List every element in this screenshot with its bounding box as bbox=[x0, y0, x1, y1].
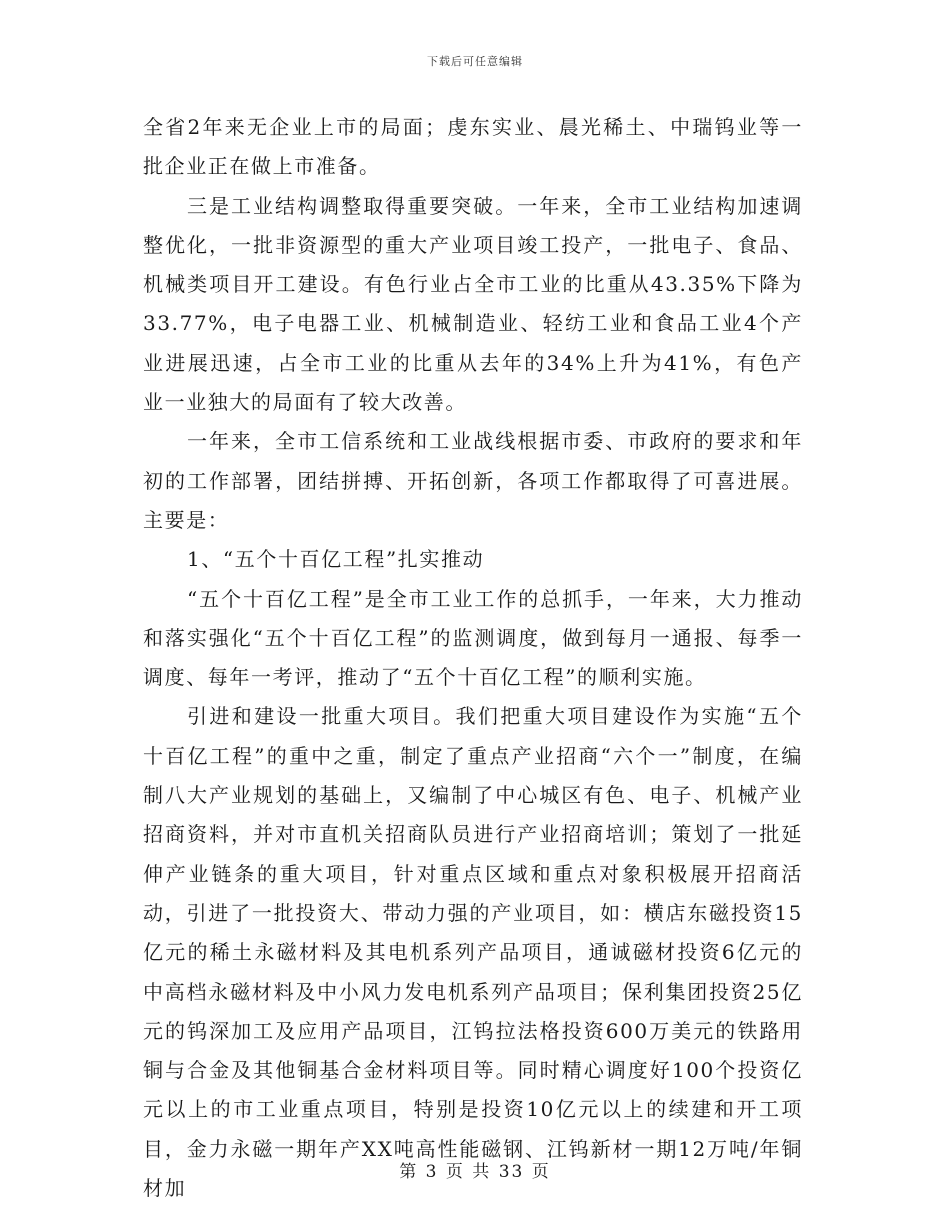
paragraph-project-overview: “五个十百亿工程”是全市工业工作的总抓手，一年来，大力推动和落实强化“五个十百亿工程”的监测调度，做到每月一通报、每季一调度、每年一考评，推动了“五个十百亿工程”的顺利实施。 bbox=[143, 586, 803, 690]
page-header-note: 下载后可任意编辑 bbox=[427, 55, 523, 68]
paragraph-major-projects: 引进和建设一批重大项目。我们把重大项目建设作为实施“五个十百亿工程”的重中之重，制定了重点产业招商“六个一”制度，在编制八大产业规划的基础上，又编制了中心城区有色、电子、机械产业招商资料，并对市直机关招商队员进行产业招商培训；策划了一批延伸产业链条的重大项目，针对重点区域和重点对象积极展开招商活动，引进了一批投资大、带动力强的产业项目，如：横店东磁投资15亿元的稀土永磁材料及其电机系列产品项目，通诚磁材投资6亿元的中高档永磁材料及中小风力发电机系列产品项目；保利集团投资25亿元的钨深加工及应用产品项目，江钨拉法格投资600万美元的铁路用铜与合金及其他铜基合金材料项目等。同时精心调度好100个投资亿元以上的市工业重点项目，特别是投资10亿元以上的续建和开工项目，金力永磁一期年产XX吨高性能磁钢、江钨新材一期12万吨/年铜材加 bbox=[143, 704, 803, 1201]
paragraph-continuation: 全省2年来无企业上市的局面；虔东实业、晨光稀土、中瑞钨业等一批企业正在做上市准备。 bbox=[143, 115, 803, 179]
document-body bbox=[143, 108, 803, 1208]
page-number-footer: 第 3 页 共 33 页 bbox=[399, 1162, 551, 1182]
paragraph-structure-adjustment: 三是工业结构调整取得重要突破。一年来，全市工业结构加速调整优化，一批非资源型的重大产业项目竣工投产，一批电子、食品、机械类项目开工建设。有色行业占全市工业的比重从43.35%下降为33.77%，电子电器工业、机械制造业、轻纺工业和食品工业4个产业进展迅速，占全市工业的比重从去年的34%上升为41%，有色产业一业独大的局面有了较大改善。 bbox=[143, 193, 803, 415]
section-heading: 1、“五个十百亿工程”扎实推动 bbox=[187, 547, 485, 572]
paragraph-summary-intro: 一年来，全市工信系统和工业战线根据市委、市政府的要求和年初的工作部署，团结拼搏、开拓创新，各项工作都取得了可喜进展。主要是： bbox=[143, 429, 803, 532]
